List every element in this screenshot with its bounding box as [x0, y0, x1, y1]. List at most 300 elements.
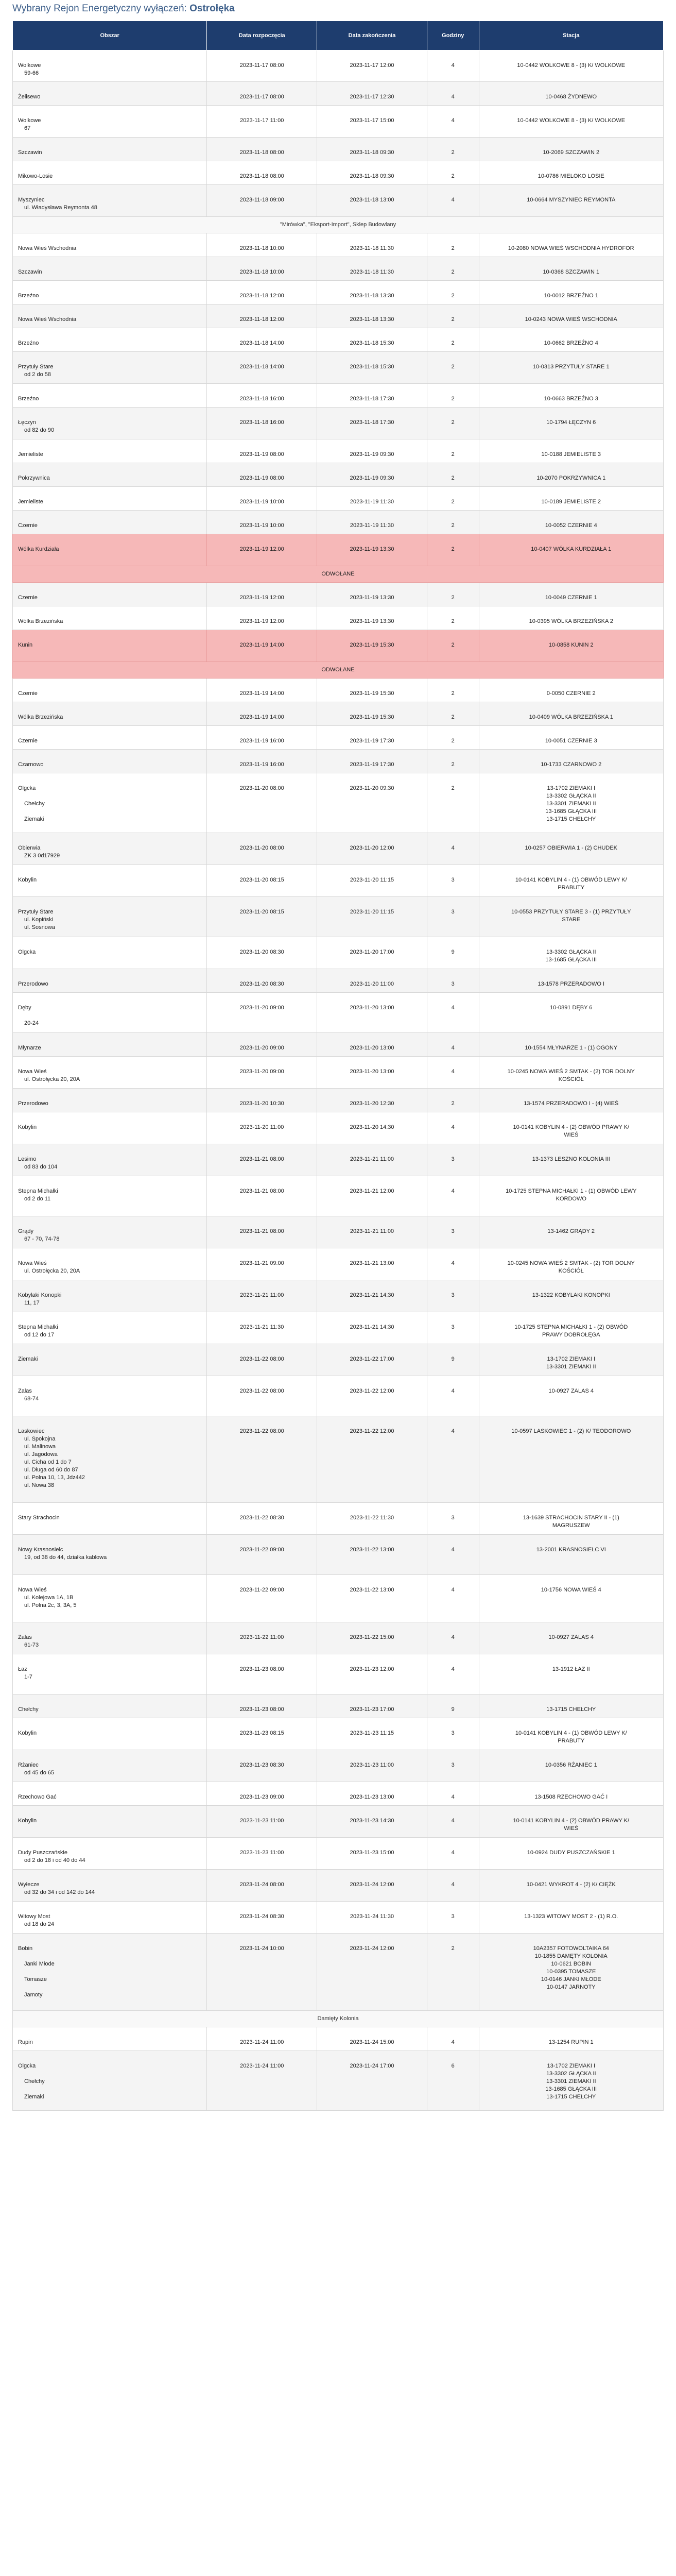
cell-area-line: Kobylin [18, 877, 37, 883]
cell-area-line: Dęby [18, 1005, 31, 1011]
group-row [13, 2011, 664, 2027]
cell-area-line: od 2 do 11 [24, 1196, 51, 1202]
cell-start: 2023-11-18 08:00 [207, 161, 317, 185]
cell-station-line: 10-0147 JARNOTY [546, 1984, 596, 1990]
cell-station-line: 10-0468 ŻYDNEWO [545, 94, 597, 100]
table-row[interactable] [13, 833, 664, 865]
column-header-area[interactable]: Obszar [13, 21, 207, 50]
cell-area-line: od 18 do 24 [24, 1921, 55, 1927]
cell-start: 2023-11-18 08:00 [207, 138, 317, 161]
cell-station [479, 1344, 663, 1376]
table-row[interactable] [13, 408, 664, 439]
cell-end: 2023-11-20 09:30 [317, 773, 427, 833]
cell-area-line: Stepna Michałki [18, 1188, 58, 1194]
cell-hours: 3 [427, 865, 479, 897]
table-row[interactable] [13, 534, 664, 566]
cell-area [13, 833, 207, 865]
cell-start: 2023-11-24 08:30 [207, 1902, 317, 1934]
cell-station-line: 10-0245 NOWA WIEŚ 2 SMTAK - (2) TOR DOLNY [507, 1069, 635, 1075]
cell-start: 2023-11-19 12:00 [207, 534, 317, 566]
cell-start: 2023-11-21 08:00 [207, 1216, 317, 1248]
cell-hours: 2 [427, 679, 479, 702]
table-row[interactable] [13, 679, 664, 702]
cell-station-line: 13-1574 PRZERADOWO I - (4) WIEŚ [524, 1100, 619, 1107]
cell-hours: 2 [427, 487, 479, 511]
cell-area [13, 937, 207, 969]
cell-station-line: 10-0243 NOWA WIEŚ WSCHODNIA [525, 316, 617, 323]
cell-station-line: WIEŚ [564, 1132, 579, 1138]
column-header-station[interactable]: Stacja [479, 21, 663, 50]
cell-start: 2023-11-19 14:00 [207, 702, 317, 726]
table-row[interactable] [13, 1089, 664, 1112]
cell-station [479, 1057, 663, 1089]
cell-hours: 2 [427, 511, 479, 534]
cell-area-line: Laskowiec [18, 1428, 45, 1434]
cell-station-line: 10-0858 KUNIN 2 [548, 642, 594, 648]
cell-area [13, 1216, 207, 1248]
cell-start: 2023-11-21 11:00 [207, 1280, 317, 1312]
table-row[interactable] [13, 1144, 664, 1176]
table-row[interactable] [13, 1176, 664, 1216]
cell-area-line: Czernie [18, 738, 38, 744]
cell-hours: 2 [427, 534, 479, 566]
cell-hours: 4 [427, 185, 479, 217]
table-row[interactable] [13, 281, 664, 304]
table-row[interactable] [13, 1694, 664, 1718]
table-row[interactable] [13, 1416, 664, 1503]
table-row[interactable] [13, 1344, 664, 1376]
cell-start: 2023-11-19 16:00 [207, 750, 317, 773]
cell-station [479, 2051, 663, 2111]
cell-hours: 4 [427, 993, 479, 1033]
cell-area-line: Szczawin [18, 149, 42, 156]
cell-area-line: Łaz [18, 1666, 27, 1672]
cell-end: 2023-11-20 11:00 [317, 969, 427, 993]
table-row[interactable] [13, 161, 664, 185]
cell-area-line: ul. Sosnowa [24, 924, 55, 930]
cell-area-line: Rupin [18, 2039, 33, 2045]
table-row[interactable] [13, 384, 664, 408]
cell-station [479, 106, 663, 138]
table-row[interactable] [13, 1535, 664, 1575]
cell-station-line: 10-0141 KOBYLIN 4 - (1) OBWÓD LEWY K/ [515, 1730, 627, 1736]
cell-hours: 4 [427, 82, 479, 106]
cell-station-line: 10-0313 PRZYTUŁY STARE 1 [532, 364, 610, 370]
table-row[interactable] [13, 2027, 664, 2051]
cell-station [479, 726, 663, 750]
cell-area-line: Kobylin [18, 1818, 37, 1824]
cell-area-line: Chełchy [18, 1706, 39, 1713]
table-row[interactable] [13, 773, 664, 833]
cell-area-line: od 2 do 18 i od 40 do 44 [24, 1857, 85, 1863]
cell-area [13, 439, 207, 463]
cell-hours: 4 [427, 1575, 479, 1622]
table-row[interactable] [13, 328, 664, 352]
cell-area-line: 68-74 [24, 1396, 39, 1402]
table-row[interactable] [13, 50, 664, 82]
cell-end: 2023-11-23 17:00 [317, 1694, 427, 1718]
cell-station-line: 10-0662 BRZEŹNO 4 [544, 340, 598, 346]
cell-area [13, 82, 207, 106]
table-row[interactable] [13, 1376, 664, 1416]
table-row[interactable] [13, 1248, 664, 1280]
cell-start: 2023-11-22 08:30 [207, 1503, 317, 1535]
column-header-hours[interactable]: Godziny [427, 21, 479, 50]
cell-area-line: Wólka Kurdziała [18, 546, 59, 552]
cell-start: 2023-11-19 08:00 [207, 463, 317, 487]
cell-station-line: PRABUTY [558, 1738, 585, 1744]
cell-station [479, 1248, 663, 1280]
cell-area-line: Stepna Michałki [18, 1324, 58, 1330]
cell-area-line: Wolkowe [18, 117, 41, 124]
cell-area-line: Olgcka [18, 2063, 36, 2069]
table-row[interactable] [13, 511, 664, 534]
cancelled-label: ODWOŁANE [13, 566, 664, 583]
cell-area [13, 1503, 207, 1535]
cell-start: 2023-11-22 11:00 [207, 1622, 317, 1654]
cell-station [479, 1902, 663, 1934]
cell-station [479, 1782, 663, 1806]
cell-station [479, 1718, 663, 1750]
cell-area-line: Nowa Wieś [18, 1260, 47, 1266]
cell-area-line [18, 2086, 201, 2093]
cell-station-line: 10-0245 NOWA WIEŚ 2 SMTAK - (2) TOR DOLNY [507, 1260, 635, 1266]
cell-area-line: ul. Spokojna [24, 1436, 56, 1442]
cell-station [479, 1838, 663, 1870]
cell-hours: 4 [427, 1112, 479, 1144]
table-row[interactable] [13, 897, 664, 937]
cell-end: 2023-11-17 12:30 [317, 82, 427, 106]
cell-station-line: 13-1715 CHEŁCHY [546, 816, 596, 822]
cell-end: 2023-11-20 12:30 [317, 1089, 427, 1112]
cell-station [479, 352, 663, 384]
cell-area [13, 487, 207, 511]
cell-start: 2023-11-20 09:00 [207, 1033, 317, 1057]
table-row[interactable] [13, 1057, 664, 1089]
cell-station [479, 534, 663, 566]
cell-end: 2023-11-23 13:00 [317, 1782, 427, 1806]
cell-start: 2023-11-18 14:00 [207, 352, 317, 384]
cell-area-line: Nowy Krasnosielc [18, 1547, 63, 1553]
table-row[interactable] [13, 106, 664, 138]
cell-hours: 4 [427, 1535, 479, 1575]
group-row [13, 217, 664, 233]
table-row[interactable] [13, 352, 664, 384]
cell-start: 2023-11-22 08:00 [207, 1376, 317, 1416]
table-row[interactable] [13, 1934, 664, 2011]
table-row[interactable] [13, 937, 664, 969]
cell-end: 2023-11-17 15:00 [317, 106, 427, 138]
cell-area [13, 1416, 207, 1503]
cell-hours: 4 [427, 1416, 479, 1503]
table-row[interactable] [13, 865, 664, 897]
cell-station-line: 13-3301 ZIEMAKI II [546, 2078, 596, 2084]
table-row[interactable] [13, 726, 664, 750]
cell-station-line: 13-1685 GŁĄCKA III [545, 808, 597, 815]
cell-end: 2023-11-19 17:30 [317, 726, 427, 750]
cell-area [13, 2027, 207, 2051]
cell-station [479, 937, 663, 969]
table-row[interactable] [13, 185, 664, 217]
cell-area [13, 702, 207, 726]
cell-area-line: Przerodowo [18, 981, 48, 987]
cell-area-line [18, 1984, 201, 1991]
cell-hours: 2 [427, 726, 479, 750]
cell-end: 2023-11-19 09:30 [317, 439, 427, 463]
table-row[interactable] [13, 1622, 664, 1654]
cell-area-line: od 12 do 17 [24, 1332, 55, 1338]
table-row[interactable] [13, 233, 664, 257]
cell-area [13, 1535, 207, 1575]
cell-hours: 2 [427, 257, 479, 281]
cell-area [13, 1112, 207, 1144]
cell-area [13, 1806, 207, 1838]
page-title [12, 3, 664, 14]
cell-area-line: Nowa Wieś Wschodnia [18, 245, 77, 251]
table-row[interactable] [13, 993, 664, 1033]
cell-station [479, 583, 663, 606]
cell-station [479, 630, 663, 662]
column-header-end[interactable]: Data zakończenia [317, 21, 427, 50]
cell-end: 2023-11-18 15:30 [317, 352, 427, 384]
cell-area [13, 1870, 207, 1902]
cell-area-line: Ziemaki [24, 816, 44, 822]
cell-end: 2023-11-21 14:30 [317, 1280, 427, 1312]
cell-area-line: ul. Długa od 60 do 87 [24, 1467, 78, 1473]
cell-station [479, 1280, 663, 1312]
table-row[interactable] [13, 463, 664, 487]
cell-station-line: 10-0621 BOBIN [551, 1961, 592, 1967]
cell-area [13, 304, 207, 328]
cell-area [13, 1838, 207, 1870]
cell-start: 2023-11-22 08:00 [207, 1344, 317, 1376]
cell-area-line: od 82 do 90 [24, 427, 55, 433]
cell-station [479, 833, 663, 865]
table-row[interactable] [13, 2051, 664, 2111]
table-row[interactable] [13, 750, 664, 773]
cell-station-line: 10-0051 CZERNIE 3 [545, 738, 597, 744]
cell-station [479, 1622, 663, 1654]
cell-station [479, 1535, 663, 1575]
cell-area [13, 1176, 207, 1216]
cell-end: 2023-11-21 11:00 [317, 1144, 427, 1176]
cell-area [13, 511, 207, 534]
cell-station-line: 13-1373 LESZNO KOLONIA III [532, 1156, 610, 1162]
table-row[interactable] [13, 304, 664, 328]
table-row[interactable] [13, 969, 664, 993]
cell-end: 2023-11-19 13:30 [317, 606, 427, 630]
table-row[interactable] [13, 630, 664, 662]
cell-start: 2023-11-20 10:30 [207, 1089, 317, 1112]
table-row[interactable] [13, 82, 664, 106]
cell-area-line: ul. Cicha od 1 do 7 [24, 1459, 72, 1465]
table-row[interactable] [13, 487, 664, 511]
cell-station [479, 1176, 663, 1216]
cell-area-line: Pokrzywnica [18, 475, 50, 481]
cell-area-line: ul. Jagodowa [24, 1451, 58, 1458]
cell-area [13, 463, 207, 487]
cell-start: 2023-11-23 11:00 [207, 1806, 317, 1838]
table-row[interactable] [13, 702, 664, 726]
cell-start: 2023-11-23 11:00 [207, 1838, 317, 1870]
cell-station-line: 10-0141 KOBYLIN 4 - (1) OBWÓD LEWY K/ [515, 877, 627, 883]
cell-start: 2023-11-17 08:00 [207, 82, 317, 106]
table-row[interactable] [13, 1806, 664, 1838]
cell-area-line: 59-66 [24, 70, 39, 76]
cell-area [13, 1934, 207, 2011]
cell-station-line: 10-0891 DĘBY 6 [550, 1005, 593, 1011]
cell-area [13, 1057, 207, 1089]
cell-station-line: 10-0927 ZALAS 4 [548, 1388, 594, 1394]
cell-area-line: ul. Polna 10, 13, Jdz442 [24, 1475, 85, 1481]
cell-area [13, 384, 207, 408]
cell-station-line: 10-0924 DUDY PUSZCZAŃSKIE 1 [527, 1850, 615, 1856]
cell-end: 2023-11-18 09:30 [317, 138, 427, 161]
cell-area [13, 1750, 207, 1782]
table-row[interactable] [13, 1575, 664, 1622]
cell-area [13, 1782, 207, 1806]
cell-hours: 4 [427, 1622, 479, 1654]
table-row[interactable] [13, 439, 664, 463]
cell-area [13, 138, 207, 161]
cell-station [479, 511, 663, 534]
cell-area-line: Olgcka [18, 785, 36, 791]
cell-area [13, 1344, 207, 1376]
cell-area-line: Ziemaki [18, 1356, 38, 1362]
cell-area-line: Grądy [18, 1228, 33, 1234]
cell-area [13, 1280, 207, 1312]
table-row[interactable] [13, 1782, 664, 1806]
cell-station [479, 865, 663, 897]
cell-hours: 2 [427, 161, 479, 185]
cell-station-line: 13-1715 CHEŁCHY [546, 2094, 596, 2100]
cell-area-line: Stary Strachocin [18, 1515, 60, 1521]
cell-end: 2023-11-21 11:00 [317, 1216, 427, 1248]
column-header-start[interactable]: Data rozpoczęcia [207, 21, 317, 50]
cell-end: 2023-11-22 17:00 [317, 1344, 427, 1376]
cell-hours: 4 [427, 50, 479, 82]
cell-start: 2023-11-22 08:00 [207, 1416, 317, 1503]
table-row[interactable] [13, 1750, 664, 1782]
cell-start: 2023-11-20 08:30 [207, 937, 317, 969]
table-row[interactable] [13, 1503, 664, 1535]
cell-station-line: 13-1254 RUPIN 1 [548, 2039, 594, 2045]
table-row[interactable] [13, 1902, 664, 1934]
cell-station-line: 10-0052 CZERNIE 4 [545, 522, 597, 529]
cell-station-line: 10-0189 JEMIELISTE 2 [541, 499, 601, 505]
cell-hours: 2 [427, 773, 479, 833]
table-row[interactable] [13, 583, 664, 606]
cell-station-line: 13-1715 CHEŁCHY [546, 1706, 596, 1713]
cell-area-line: Wólka Brzezińska [18, 714, 63, 720]
table-row[interactable] [13, 1112, 664, 1144]
table-row[interactable] [13, 1312, 664, 1344]
cell-area-line: Wolkowe [18, 62, 41, 69]
cell-area [13, 1694, 207, 1718]
cell-area [13, 1033, 207, 1057]
cell-station-line: STARE [562, 917, 581, 923]
cell-end: 2023-11-23 15:00 [317, 1838, 427, 1870]
cell-start: 2023-11-21 08:00 [207, 1144, 317, 1176]
cell-hours: 4 [427, 1248, 479, 1280]
cell-hours: 2 [427, 630, 479, 662]
table-row[interactable] [13, 1870, 664, 1902]
cell-station [479, 1694, 663, 1718]
cell-station-line: 10-0141 KOBYLIN 4 - (2) OBWÓD PRAWY K/ [513, 1124, 630, 1130]
cell-start: 2023-11-24 11:00 [207, 2027, 317, 2051]
cell-station-line: WIEŚ [564, 1825, 579, 1832]
table-row[interactable] [13, 1838, 664, 1870]
table-row[interactable] [13, 1280, 664, 1312]
cell-start: 2023-11-23 08:00 [207, 1654, 317, 1694]
cell-area-line: 61-73 [24, 1642, 39, 1648]
cell-start: 2023-11-22 09:00 [207, 1535, 317, 1575]
cell-station-line: 13-1639 STRACHOCIN STARY II - (1) [523, 1515, 619, 1521]
cell-station-line: MAGRUSZEW [552, 1522, 590, 1529]
cell-end: 2023-11-18 09:30 [317, 161, 427, 185]
cell-area-line [18, 2070, 201, 2078]
cell-end: 2023-11-19 13:30 [317, 534, 427, 566]
cell-area-line [18, 792, 201, 800]
cell-station-line: 10-0368 SZCZAWIN 1 [543, 269, 600, 275]
cell-end: 2023-11-17 12:00 [317, 50, 427, 82]
cell-end: 2023-11-22 13:00 [317, 1575, 427, 1622]
table-row[interactable] [13, 606, 664, 630]
cell-area-line: Brzeźno [18, 293, 39, 299]
table-row[interactable] [13, 257, 664, 281]
table-row[interactable] [13, 1718, 664, 1750]
cell-station-line: 10-0442 WOLKOWE 8 - (3) K/ WOLKOWE [517, 117, 626, 124]
cell-start: 2023-11-19 12:00 [207, 606, 317, 630]
cell-station [479, 993, 663, 1033]
cell-area-line: Łęczyn [18, 419, 36, 426]
cell-area-line: Czarnowo [18, 761, 44, 768]
cell-start: 2023-11-20 11:00 [207, 1112, 317, 1144]
cell-area-line [18, 808, 201, 816]
cell-station-line: 10-1554 MŁYNARZE 1 - (1) OGONY [525, 1045, 618, 1051]
cell-end: 2023-11-18 15:30 [317, 328, 427, 352]
table-row[interactable] [13, 1654, 664, 1694]
cell-area [13, 679, 207, 702]
cell-station-line: PRAWY DOBROŁĘGA [542, 1332, 600, 1338]
cell-area-line [18, 1012, 201, 1020]
table-row[interactable] [13, 1033, 664, 1057]
cell-end: 2023-11-18 11:30 [317, 233, 427, 257]
cell-area-line: Brzeźno [18, 340, 39, 346]
cell-area [13, 328, 207, 352]
cell-station-line: KORDOWO [556, 1196, 586, 1202]
table-row[interactable] [13, 1216, 664, 1248]
cell-station [479, 233, 663, 257]
cell-station [479, 1750, 663, 1782]
cell-start: 2023-11-20 08:15 [207, 865, 317, 897]
group-label: "Mirówka", "Eksport-Import", Sklep Budowlany [13, 217, 664, 233]
cell-end: 2023-11-24 17:00 [317, 2051, 427, 2111]
cell-end: 2023-11-19 09:30 [317, 463, 427, 487]
cell-hours: 2 [427, 138, 479, 161]
cell-station [479, 1416, 663, 1503]
table-row[interactable] [13, 138, 664, 161]
cell-start: 2023-11-24 10:00 [207, 1934, 317, 2011]
cell-station-line: 13-3302 GŁĄCKA II [546, 793, 596, 799]
cell-end: 2023-11-23 12:00 [317, 1654, 427, 1694]
cell-station [479, 82, 663, 106]
cell-station-line: 10-0141 KOBYLIN 4 - (2) OBWÓD PRAWY K/ [513, 1818, 630, 1824]
cell-end: 2023-11-19 11:30 [317, 511, 427, 534]
cell-station-line: 0-0050 CZERNIE 2 [546, 690, 596, 697]
cell-hours: 4 [427, 1806, 479, 1838]
cell-station [479, 384, 663, 408]
